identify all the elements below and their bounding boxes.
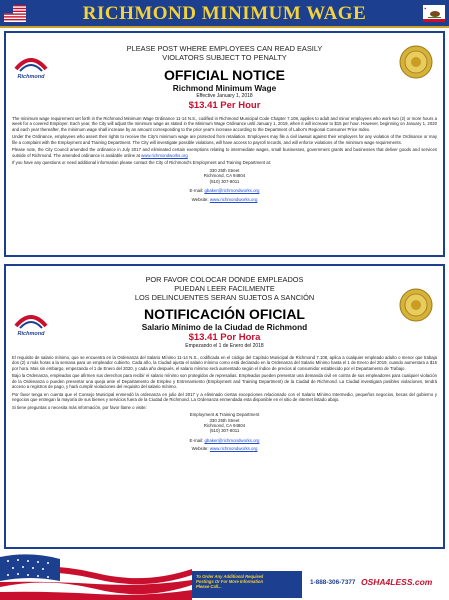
- notice-subtitle: Richmond Minimum Wage: [172, 83, 277, 93]
- svg-text:Richmond: Richmond: [17, 331, 45, 337]
- richmond-city-logo: [12, 304, 50, 342]
- us-flag-icon: [4, 5, 26, 22]
- waving-flag-image: [0, 551, 192, 600]
- body-paragraph: Under the Ordinance, employees who assert their rights to receive the City's minimum wage are protected from retaliation. Employees may file a civil lawsuit against their employers for any violation of the Ordinance or may file a complaint with the Employment and Training Department. The City will investigate possible violations, will have access to payroll records, and will enforce violations of the minimum wage requirements.: [12, 134, 437, 145]
- address-line: 330 25th Street: [209, 417, 240, 423]
- order-phone-number[interactable]: 1-888-306-7377: [310, 579, 356, 586]
- website-row: Website: www.richmondworks.org: [191, 446, 258, 452]
- notice-title: OFFICIAL NOTICE: [163, 67, 286, 83]
- email-row: E-mail: gbaker@richmondworks.org: [189, 437, 260, 443]
- department-name: Employment & Training Department: [189, 412, 260, 418]
- body-paragraph: If you have any questions or need additional information please contact the City of Richmond's Employment and Training Department at:: [12, 160, 272, 166]
- svg-text:Richmond: Richmond: [17, 74, 45, 80]
- email-row: E-mail: gbaker@richmondworks.org: [189, 188, 260, 194]
- notice-subtitle: Salario Mínimo de la Ciudad de Richmond: [141, 322, 308, 332]
- body-paragraph: Bajo la Ordenanza, empleados que afirmen sus derechos para recibir el salario mínimo son protegidos de represalias. Empleados pueden presentar una demanda civil en contra de sus empleadores para cualquier violación de la Ordenanza o pueden presentar una queja ante el Departamento de Empleo y Entrenamiento (Employment and Training Department) de la Ciudad de Richmond. La Ciudad investigara posibles violaciones, tendrá acceso a registros de pago, y hará cumplir violaciones del requisito del salario mínimo.: [12, 373, 437, 389]
- address-line: 330 25th Street: [209, 167, 240, 173]
- wage-amount: $13.41 Per Hour: [188, 100, 261, 111]
- order-info-text: To Order Any Additional Required Postings Or For More Information Please Call...: [196, 574, 264, 590]
- post-instruction-line: POR FAVOR COLOCAR DONDE EMPLEADOS: [145, 275, 304, 284]
- gold-seal-icon: [399, 288, 433, 322]
- website-link[interactable]: www.richmondworks.org: [209, 446, 258, 452]
- effective-date: Effective January 1, 2018: [196, 93, 253, 99]
- penalty-line: LOS DELINCUENTES SERAN SUJETOS A SANCIÓN: [134, 293, 315, 302]
- footer: [0, 551, 449, 600]
- header-banner: [0, 0, 449, 28]
- website-row: Website: www.richmondworks.org: [191, 196, 258, 202]
- body-paragraph: Por favor tenga en cuenta que el Consejo Municipal enmendó la ordenanza en julio del 2017 y a eliminado ciertas excepciones relacionado con el Salario Mínimo Intermedio, pequeños negocios, becas del gobierno y negocios que entregan la mayoría de sus bienes y servicios fuera de la Ciudad de Richmond. La Ordenanza enmendada esta disponible en el sitio de internet listado abajo.: [12, 391, 437, 402]
- phone-number: (510) 307-8011: [209, 178, 240, 184]
- english-notice-panel: [4, 31, 445, 257]
- penalty-line: VIOLATORS SUBJECT TO PENALTY: [162, 53, 287, 62]
- body-paragraph: The minimum wage requirement set forth in the Richmond Minimum Wage Ordinance 11-14 N.S., codified in Richmond Municipal Code Chapter 7.108, applies to adult and minor employees who work two (2) or more hours a week for a covered Employer. Each year, the City will adjust the minimum wage as stated in the Minimum Wage Ordinance until January 1, 2019, when it will increase to $15 per hour. However, beginning on January 1, 2020 and each year thereafter, the minimum wage shall increase by an amount corresponding to the prior year's increase according to the Department of Labor's Regional Consumer Price Index.: [12, 116, 437, 132]
- banner-title: RICHMOND MINIMUM WAGE: [82, 3, 367, 24]
- gold-seal-icon: [399, 45, 433, 79]
- address-city: Richmond, CA 94804: [203, 173, 246, 179]
- spanish-notice-panel: [4, 264, 445, 549]
- body-paragraph: El requisito de salario mínimo, que se encuentra en la Ordenanza del Salario Mínimo 11-14 N.S., codificada en el código del Capítulo Municipal de Richmond 7.108, aplica a cualquier empleado adulto o menor que trabaja dos (2) o más horas a la semana para un empleador cubierto. Cada año, la Ciudad ajusta el salario mínimo como está declarado en la Ordenanza del Salario Mínimo hasta el 1 de Enero del 2019, cuando aumentara a $15 por hora. Mas sin embargo, empezando el 1 de Enero del 2020, y cada año después, el salario mínimo será aumentado según el índice de precios al consumidor establecido por el Departamento de Trabajo.: [12, 355, 437, 371]
- richmond-city-logo: [12, 47, 50, 85]
- phone-number: (510) 307-8011: [209, 428, 240, 434]
- body-paragraph: Please note, the City Council amended the ordinance in July 2017 and eliminated certain exemptions relating to intermediate wages, small businesses, government grants and businesses that deliver goods and services outside of Richmond. The amended ordinance is available online at www.richmondworks.org: [12, 147, 437, 158]
- email-link[interactable]: gbaker@richmondworks.org: [204, 188, 260, 194]
- notice-body: [6, 355, 443, 410]
- brand-logo-text[interactable]: OSHA4LESS.com: [361, 577, 433, 587]
- body-paragraph: Si tiene preguntas o necesita más información, por favor llame o visite:: [12, 404, 147, 410]
- notice-title: NOTIFICACIÓN OFICIAL: [144, 306, 305, 322]
- notice-body: [6, 116, 443, 166]
- ordinance-link[interactable]: www.richmondworks.org: [141, 152, 188, 158]
- email-link[interactable]: gbaker@richmondworks.org: [204, 437, 260, 443]
- address-city: Richmond, CA 94804: [203, 423, 246, 429]
- post-instruction-line: PLEASE POST WHERE EMPLOYEES CAN READ EASILY: [126, 44, 323, 53]
- post-instruction-line-2: PUEDAN LEER FACILMENTE: [174, 284, 275, 293]
- website-link[interactable]: www.richmondworks.org: [209, 196, 258, 202]
- wage-amount: $13.41 Por Hora: [188, 332, 261, 343]
- effective-date: Empezando el 1 de Enero del 2018: [185, 343, 264, 349]
- california-flag-icon: [423, 5, 445, 22]
